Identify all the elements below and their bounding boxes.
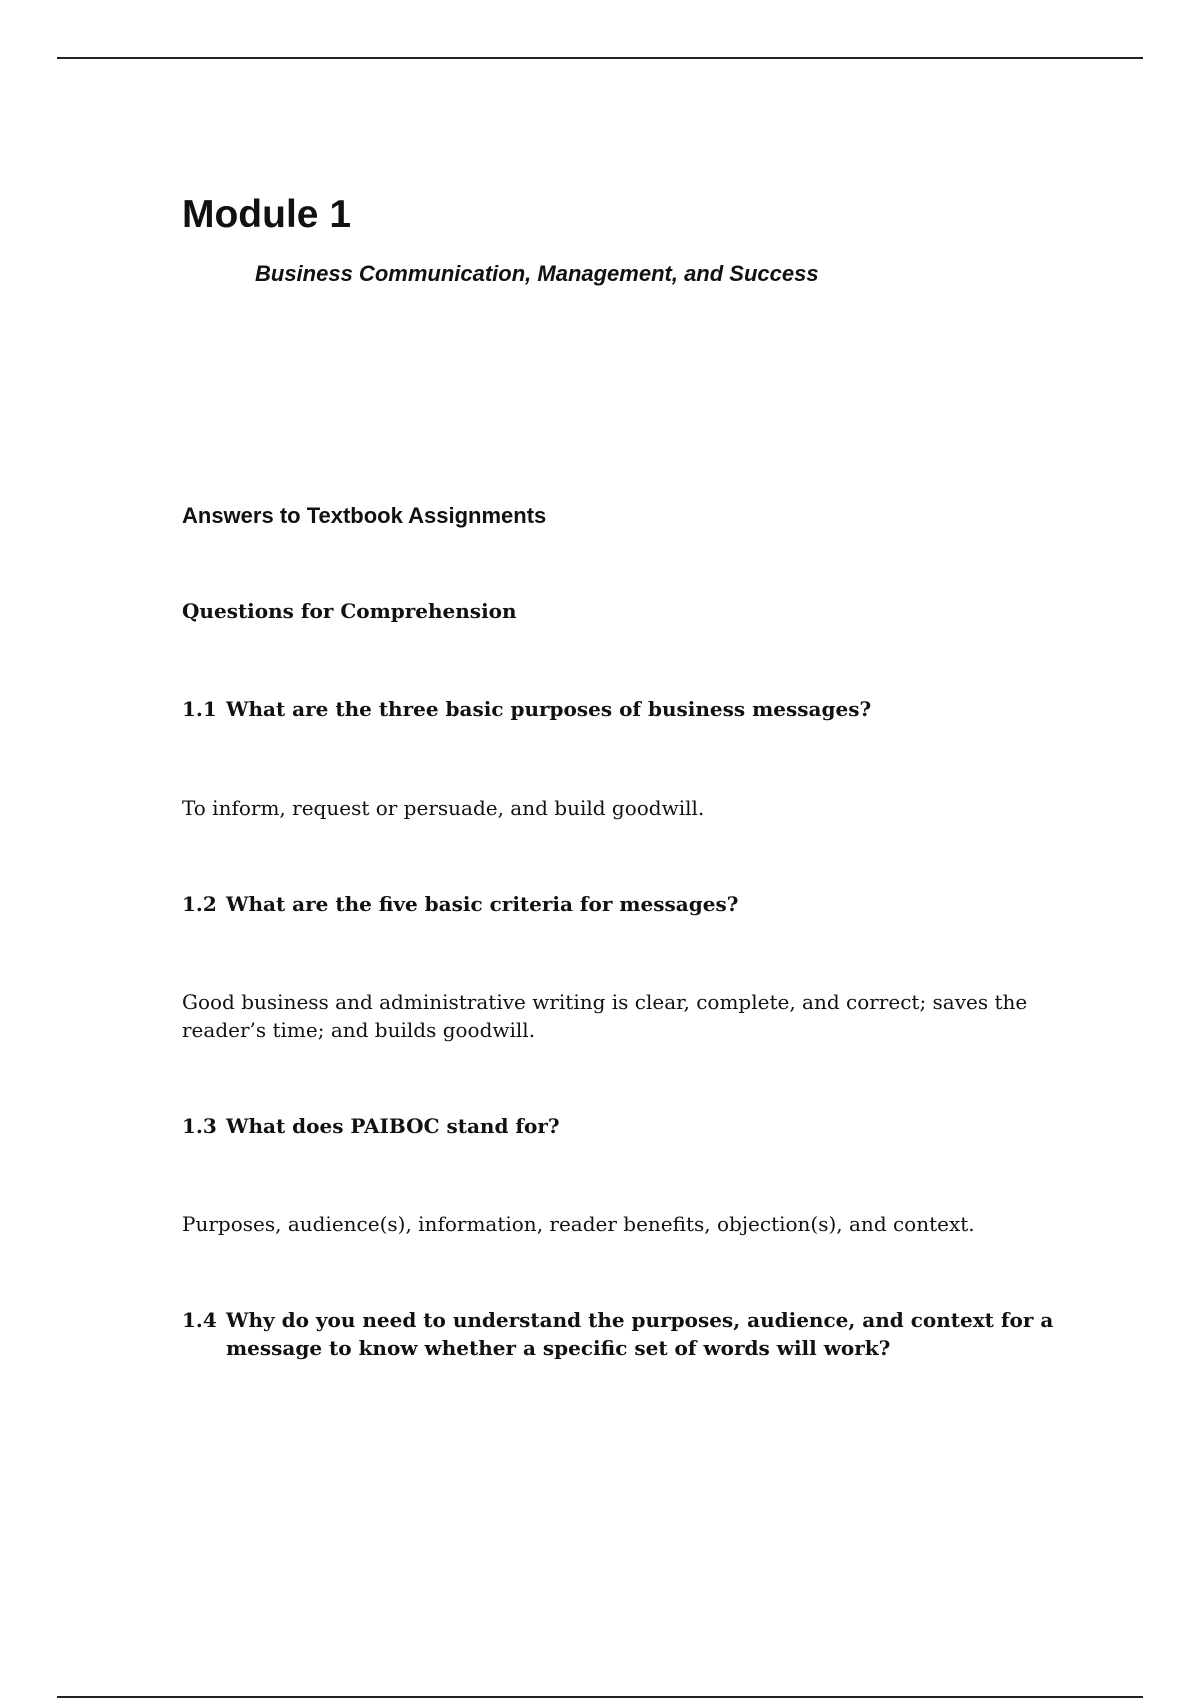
answer-2: Good business and administrative writing is clear, complete, and correct; saves the reader’s time; and builds goodwill. (182, 990, 1028, 1042)
question-text: Why do you need to understand the purposes, audience, and context for a message to know whether a specific set of words will work? (226, 1308, 1054, 1360)
sub-heading: Questions for Comprehension (182, 599, 517, 623)
question-3 (182, 1112, 1062, 1140)
question-text: What does PAIBOC stand for? (226, 1114, 560, 1138)
question-4 (182, 1306, 1062, 1362)
answer-1: To inform, request or persuade, and build goodwill. (182, 796, 705, 820)
module-subtitle: Business Communication, Management, and Success (255, 261, 819, 286)
question-number: 1.3 (182, 1114, 217, 1138)
question-2 (182, 890, 1062, 918)
section-heading: Answers to Textbook Assignments (182, 503, 547, 528)
question-number: 1.2 (182, 892, 217, 916)
module-title: Module 1 (182, 193, 352, 236)
question-text: What are the three basic purposes of business messages? (226, 697, 872, 721)
bottom-rule (57, 1696, 1143, 1698)
question-1 (182, 695, 1062, 723)
top-rule (57, 57, 1143, 59)
question-text: What are the five basic criteria for messages? (226, 892, 739, 916)
question-number: 1.4 (182, 1308, 217, 1332)
question-number: 1.1 (182, 697, 217, 721)
answer-3: Purposes, audience(s), information, reader benefits, objection(s), and context. (182, 1212, 975, 1236)
